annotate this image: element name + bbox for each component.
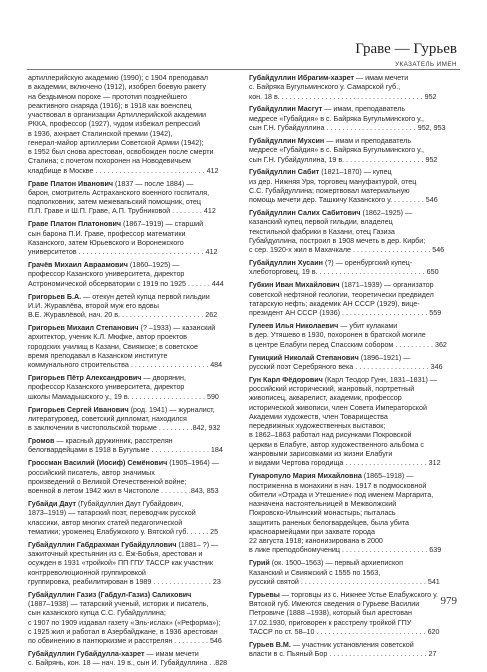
entry-term: Губайдуллин Газиз (Габдул-Газиз) Салихович (28, 590, 192, 599)
entry-line (28, 157, 244, 166)
entry-line (249, 472, 465, 481)
entry-term: Губкин Иван Михайлович (249, 281, 340, 290)
entry-line (28, 189, 244, 198)
entry-text: — отекун детей купца первой гильдии (81, 292, 210, 301)
entry-text: советской нефтяной геологии, теоретически предвидел (249, 290, 434, 299)
entry-line (28, 559, 244, 568)
entry-text: городских училищ в Казани, Свияжске; в советское (28, 342, 198, 351)
entry-line (249, 431, 465, 440)
entry-line (249, 385, 465, 394)
index-entry (28, 374, 244, 402)
entry-line (249, 394, 465, 403)
entry-text: сын барона П.И. Граве, профессор математики (28, 229, 186, 238)
entry-line (28, 437, 244, 446)
entry-line (28, 446, 244, 455)
entry-text: профессор Казанского университета, директор (28, 383, 185, 392)
entry-text: в заключении в чистопольской тюрьме . . . . . . . . .842, 932 (28, 424, 221, 433)
entry-line (249, 559, 465, 568)
entry-line (249, 268, 465, 277)
entry-line (28, 383, 244, 392)
entry-text: С.С. Губайдуллина; пожертвовал материальную (249, 186, 410, 195)
entry-text: медресе «Губайдия» в с. Байряка Бугульминского у., (249, 146, 425, 155)
entry-term: Гунаропуло Мария Михайловна (249, 472, 362, 481)
entry-line (28, 207, 244, 216)
entry-text: в центре Елабуги перед Спасским собором . . . . . . . . . . 362 (249, 340, 447, 349)
entry-text: (ок. 1500–1563) — первый архиепископ (269, 559, 404, 568)
entry-text: 1873–1919) — татарский поэт, переводчик русской (28, 509, 196, 518)
entry-text: Покровско-Ильинский монастырь; пыталась (249, 509, 396, 518)
entry-line (28, 550, 244, 559)
entry-term: Губайдуллин Губайдулла-хазрет (28, 650, 145, 659)
entry-text: участвовал в организации Артиллерийской академии (28, 111, 207, 120)
entry-line (28, 424, 244, 433)
entry-line (249, 376, 465, 385)
entry-text: с. Байряка Бугульминского у. Самарской губ., (249, 83, 401, 92)
entry-term: Гроссман Василий (Иосиф) Семёнович (28, 459, 168, 468)
left-column (28, 74, 244, 672)
entry-text: текстильной фабрики в Казани, отец Газиза (249, 227, 395, 236)
index-entry (28, 324, 244, 370)
entry-text: (1887–1938) — татарский ученый, историк и писатель, (28, 600, 209, 609)
entry-line (28, 609, 244, 618)
entry-term: Гурьев В.М. (249, 640, 291, 649)
entry-term: Губайдуллин Ибрагим-хазрет (249, 74, 354, 82)
entry-line (28, 650, 244, 659)
entry-text: российский исторический, жанровый, портретный (249, 385, 415, 394)
entry-line (249, 459, 465, 468)
entry-line (249, 537, 465, 546)
entry-text: русский святой . . . . . . . . . . . . . . . . . . . . . . . . . . . . . . . . 541 (249, 577, 440, 586)
entry-line (249, 519, 465, 528)
index-entry (249, 209, 465, 255)
entry-term: Гун Карл Фёдорович (249, 375, 323, 384)
entry-text: РККА, профессор (1927), чудом избежал репрессий (28, 120, 201, 129)
entry-line (249, 322, 465, 331)
entry-line (28, 487, 244, 496)
entry-term: Граве Платон Платонович (28, 220, 122, 229)
entry-text: контрреволюционной группировкой (28, 568, 146, 577)
entry-text: на бездымном порохе — прототип позднейшего (28, 92, 187, 101)
entry-text: (род. 1941) — журналист, (128, 405, 215, 414)
index-entry (28, 650, 244, 669)
index-entry (28, 541, 244, 587)
entry-text: жанровыми зарисовками из жизни Елабуги (249, 450, 393, 459)
entry-term: Грачёв Михаил Авраамович (28, 261, 128, 270)
entry-text: власти в с. Пьяный Бор . . . . . . . . . . . . . . . . . . . . . . . . . 27 (249, 650, 437, 659)
entry-line (28, 311, 244, 320)
entry-text: барон, смотритель Астраханского военного госпиталя, (28, 188, 210, 197)
entry-line (249, 450, 465, 459)
entry-text: классики, автор многих статей педагогической (28, 518, 183, 527)
entry-line (249, 291, 465, 300)
entry-line (249, 115, 465, 124)
entry-line (249, 168, 465, 177)
entry-line (249, 93, 465, 102)
entry-line (28, 74, 244, 83)
entry-line (28, 343, 244, 352)
index-entry (28, 261, 244, 289)
index-entry (249, 591, 465, 637)
entry-line (28, 509, 244, 518)
entry-text: время преподавал в Казанском институте (28, 351, 168, 360)
entry-line (249, 218, 465, 227)
index-entry (249, 472, 465, 555)
entry-text: сын Г.Н. Губайдуллина . . . . . . . . . . . . . . . . . . . . . . . 952, 953 (249, 124, 446, 133)
entry-text: осужден в 1931 «тройкой» ПП ГПУ ТАССР как участник (28, 559, 214, 568)
entry-line (28, 659, 244, 668)
entry-text: с 1907 по 1909 издавал газету «Эль-ислах» («Реформа»); (28, 618, 221, 627)
entry-line (249, 628, 465, 637)
entry-line (28, 569, 244, 578)
entry-line (249, 237, 465, 246)
index-entry (249, 376, 465, 469)
entry-text: в академии, включено (1912), изобрел боевую ракету (28, 83, 207, 92)
entry-text: П.П. Граве и Ш.П. Граве, А.П. Трубниковой . . . . . . . . 412 (28, 207, 216, 216)
entry-text: (1896–1921) — (358, 353, 411, 362)
entry-line (249, 482, 465, 491)
entry-line (28, 500, 244, 509)
entry-text: по обвинению в пантюркизме и расстрелян . . . . . . . . . 546 (28, 637, 222, 646)
index-entry (28, 459, 244, 496)
entry-line (28, 333, 244, 342)
entry-text: помощь мечети дер. Ташкичу Казанского у. . . . . . . . . 546 (249, 196, 438, 205)
entry-text: Астрономической обсерватории с 1919 по 1925 . . . . . . 444 (28, 279, 224, 288)
entry-line (249, 578, 465, 587)
entry-line (249, 509, 465, 518)
entry-text: Губайдуллина, построил в 1908 мечеть в дер. Кирби; (249, 237, 426, 245)
index-entry (249, 354, 465, 373)
entry-line (28, 280, 244, 289)
entry-line (28, 293, 244, 302)
running-head-subtitle: УКАЗАТЕЛЬ ИМЕН (395, 61, 457, 68)
entry-text: русский поэт Серебряного века . . . . . . . . . . . . . . . . . . . 346 (249, 362, 443, 371)
index-entry (28, 591, 244, 647)
entry-line (28, 139, 244, 148)
index-entry (28, 437, 244, 456)
entry-text: школы Мамадышского у., 19 в. . . . . . . . . . . . . . . . . . . . 590 (28, 392, 219, 401)
entry-text: с. Байрянь, кон. 18 — нач. 19 в., сын И. Губайдуллина . .828 (28, 659, 228, 668)
entry-term: Граве Платон Иванович (28, 179, 114, 188)
entry-text: артиллерийскую академию (1990); с 1904 преподавал (28, 74, 209, 82)
entry-text: в дер. Утяшево в 1930, похоронен в братской могиле (249, 331, 426, 340)
entry-text: из дер. Нижняя Уря, торговец мануфактурой, отец (249, 177, 417, 186)
entry-line (28, 459, 244, 468)
entry-text: (1837 — после 1884) — (113, 179, 194, 188)
entry-term: Губайдуллин Салих Сабитович (249, 209, 361, 218)
page-number: 979 (440, 595, 457, 607)
index-entry (249, 168, 465, 205)
running-head-title: Граве — Гурьев (355, 41, 457, 57)
entry-text: передвижных художественных выставок; (249, 422, 386, 431)
entry-term: Губайдуллин Сабит (249, 168, 320, 177)
index-entry (28, 74, 244, 176)
entry-text: (1865–1918) — (361, 472, 414, 481)
entry-line (249, 331, 465, 340)
entry-line (249, 609, 465, 618)
entry-text: хлеботорговец, 19 в. . . . . . . . . . . . . . . . . . . . . . . . . . . . 650 (249, 268, 439, 277)
entry-text: 17.02.1930, приговорен к расстрелу тройкой ГПУ (249, 618, 412, 627)
entry-text: Академии художеств, член Товарищества (249, 412, 388, 421)
entry-line (249, 196, 465, 205)
entry-text: сын Г.Н. Губайдуллина, 19 в. . . . . . . . . . . . . . . . . . . . . 952 (249, 155, 438, 164)
entry-line (249, 156, 465, 165)
index-entry (249, 281, 465, 318)
entry-line (28, 230, 244, 239)
entry-line (249, 209, 465, 218)
entry-text: профессор Казанского университета, директор (28, 270, 185, 279)
entry-line (249, 74, 465, 83)
entry-term: Григорьев Сергей Иванович (28, 405, 129, 414)
entry-text: и видами Чертова городища . . . . . . . . . . . . . . . . . . . . . 312 (249, 459, 441, 468)
entry-text: назначена настоятельницей в Межволжский (249, 500, 397, 509)
entry-text: (Карл Теодор Гунн, 1831–1831) — (322, 375, 438, 384)
entry-text: — участник установления советской (290, 640, 414, 649)
entry-text: белогвардейцами в 1918 в Бугульме . . . . . . . . . . . . . . . 184 (28, 446, 223, 455)
entry-term: Григорьев Михаил Степанович (28, 324, 139, 333)
entry-line (249, 569, 465, 578)
entry-text: — убит кулаками (338, 322, 398, 331)
entry-term: Гурий (249, 559, 270, 568)
entry-line (28, 302, 244, 311)
entry-text: Казанский и Свияжский с 1555 по 1563, (249, 568, 381, 577)
entry-term: Губайди Даут (28, 500, 77, 509)
entry-text: с 1925 жил и работал в Азербайджане, в 1936 арестован (28, 627, 218, 636)
entry-term: Громов (28, 437, 55, 446)
entry-text: сын казанского купца С.С. Губайдуллина; (28, 609, 166, 618)
entry-line (249, 500, 465, 509)
entry-text: — красный дружинник, расстрелян (54, 437, 173, 446)
entry-line (249, 422, 465, 431)
entry-term: Губайдуллин Габдрахман Губайдуллович (28, 540, 177, 549)
index-entry (28, 500, 244, 537)
entry-term: Гуницкий Николай Степанович (249, 353, 359, 362)
entry-text: — имам мечети (144, 650, 199, 659)
entry-text: тематики; уроженец Елабужского у. Вятской губ. . . . . . 25 (28, 527, 219, 536)
entry-text: — имам мечети (354, 74, 409, 82)
entry-line (28, 180, 244, 189)
entry-line (249, 146, 465, 155)
entry-line (249, 491, 465, 500)
entry-text: университетов . . . . . . . . . . . . . . . . . . . . . . . . . . . . . . . . 412 (28, 248, 218, 257)
entry-text: литературовед, советский дипломат, находился (28, 414, 187, 423)
entry-text: Сталина; с почетом похоронен на Новодевичьем (28, 157, 191, 166)
entry-text: — имам, преподаватель (322, 105, 406, 114)
entry-line (28, 361, 244, 370)
index-entry (28, 293, 244, 321)
entry-line (249, 591, 465, 600)
entry-line (249, 641, 465, 650)
entry-line (249, 187, 465, 196)
entry-term: Григорьев Б.А. (28, 292, 82, 301)
entry-text: (1860–1925) — (127, 261, 180, 270)
entry-text: (1871–1939) — организатор (339, 281, 434, 290)
entry-line (249, 281, 465, 290)
entry-text: — имам и преподаватель (324, 136, 412, 145)
entry-text: кладбище в Москве . . . . . . . . . . . . . . . . . . . . . . . . . . . . 412 (28, 166, 219, 175)
entry-line (28, 374, 244, 383)
entry-text: В.Е. Журавлёвой, нач. 20 в. . . . . . . . . . . . . . . . . . . . . . 262 (28, 311, 218, 320)
entry-text: кон. 18 в. . . . . . . . . . . . . . . . . . . . . . . . . . . . . . . . . . . . . 952 (249, 92, 437, 101)
entry-text: в лике преподобномучениц . . . . . . . . . . . . . . . . . . . . . . 639 (249, 546, 442, 555)
entry-text: исторической живописи, член Совета Императорской (249, 403, 427, 412)
entry-text: Петровиче (1888 –1938), который был арестован (249, 609, 412, 618)
entry-line (249, 650, 465, 659)
entry-line (28, 111, 244, 120)
entry-line (28, 270, 244, 279)
entry-line (249, 259, 465, 268)
entry-text: с сер. 1920-х жил в Махачкале . . . . . . . . . . . . . . . . . . . . 546 (249, 246, 445, 255)
entry-text: Казанского, затем Юрьевского и Воронежского (28, 238, 184, 247)
entry-line (249, 600, 465, 609)
entry-line (249, 83, 465, 92)
entry-line (28, 415, 244, 424)
entry-line (28, 406, 244, 415)
entry-line (28, 261, 244, 270)
entry-text: произведений о Великой Отечественной войне; (28, 477, 187, 486)
index-entry (249, 74, 465, 102)
index-entry (249, 641, 465, 660)
entry-text: (1867–1919) — старший (121, 220, 204, 229)
entry-line (28, 239, 244, 248)
entry-line (28, 248, 244, 257)
entry-text: реактивного снаряда (1916); в 1918 как военспец (28, 101, 192, 110)
header-rule (27, 69, 460, 70)
entry-line (28, 167, 244, 176)
page-header (0, 36, 487, 66)
entry-line (249, 363, 465, 372)
entry-line (249, 124, 465, 133)
entry-text: генерал-майор артиллерии Советской Армии (1942); (28, 138, 204, 147)
entry-text: подполковник, затем межевапьский помощник, отец (28, 198, 201, 207)
entry-text: российский писатель, автор значимых (28, 468, 155, 477)
entry-term: Губайдуллин Масгут (249, 105, 323, 114)
entry-line (249, 137, 465, 146)
entry-line (28, 393, 244, 402)
entry-line (28, 352, 244, 361)
entry-text: — торговцы из с. Нижнее Устье Елабужского у. (279, 590, 438, 599)
entry-term: Григорьев Пётр Александрович (28, 374, 142, 383)
index-entry (249, 322, 465, 350)
entry-term: Гурьевы (249, 590, 280, 599)
entry-text: в 1936, ахнрает Сталинской премии (1942), (28, 129, 173, 138)
entry-line (249, 546, 465, 555)
entry-line (249, 178, 465, 187)
entry-line (28, 83, 244, 92)
entry-line (28, 519, 244, 528)
index-entry (28, 220, 244, 257)
entry-line (28, 198, 244, 207)
entry-text: в 1952 был снова арестован, освобожден после смерти (28, 148, 214, 157)
entry-term: Гулеев Илья Николаевич (249, 322, 339, 331)
entry-term: Губайдуллин Хусаин (249, 259, 323, 268)
index-entry (28, 406, 244, 434)
entry-line (28, 591, 244, 600)
entry-text: медресе «Губайдия» в с. Байряка Бугульминского у., (249, 114, 425, 123)
entry-text: в 1862–1863 работал над рисунками Покровской (249, 431, 412, 440)
entry-text: архитектор, ученик К.Л. Мюфке, автор проектов (28, 333, 187, 342)
entry-line (249, 300, 465, 309)
entry-line (28, 478, 244, 487)
entry-text: (?) — оренбургский купец- (322, 259, 413, 268)
entry-text: (1905–1964) — (167, 459, 219, 468)
entry-line (249, 341, 465, 350)
entry-line (28, 541, 244, 550)
entry-line (249, 354, 465, 363)
index-entry (249, 105, 465, 133)
entry-text: Вятской губ. Имеются сведения о Гурьеве Василии (249, 600, 420, 609)
entry-text: президент АН СССР (1936) . . . . . . . . . . . . . . . . . . . . . . 559 (249, 309, 442, 318)
right-column (249, 74, 465, 663)
entry-text: живописец, акварелист, академик, профессор (249, 394, 402, 403)
entry-line (28, 148, 244, 157)
entry-line (249, 309, 465, 318)
entry-line (249, 619, 465, 628)
entry-text: защитить раненых белогвардейцев, была убита (249, 518, 409, 527)
entry-text: (? –1933) — казанский (138, 324, 216, 333)
entry-text: казанский купец первой гильдии, владелец (249, 218, 393, 227)
entry-line (28, 637, 244, 646)
entry-text: группировка, реабилитирован в 1989 . . . . . . . . . . . . . . . 23 (28, 577, 221, 586)
entry-text: (1881– ?) — (176, 540, 219, 549)
entry-text: зажиточный крестьянин из с. Ёж-Бобья, арестован и (28, 550, 203, 559)
entry-line (28, 220, 244, 229)
entry-text: ТАССР по ст. 58–10 . . . . . . . . . . . . . . . . . . . . . . . . . . . . 620 (249, 627, 440, 636)
entry-line (249, 228, 465, 237)
entry-text: военной в летом 1942 жил в Чистополе . . . . . . . .843, 853 (28, 487, 219, 496)
entry-text: (1821–1870) — купец (319, 168, 392, 177)
entry-term: Губайдуллин Мухсин (249, 136, 325, 145)
entry-text: татарскую нефть; академик АН СССР (1929), вице- (249, 299, 420, 308)
entry-line (28, 619, 244, 628)
entry-text: (Губайдуллин Даут Губайдович, (76, 500, 184, 509)
entry-line (28, 120, 244, 129)
entry-text: церкви в Елабуге, автор художественного альбома с (249, 440, 424, 449)
entry-line (28, 324, 244, 333)
entry-line (28, 102, 244, 111)
entry-line (28, 93, 244, 102)
entry-line (28, 469, 244, 478)
index-entry (249, 559, 465, 587)
entry-line (28, 628, 244, 637)
entry-line (249, 441, 465, 450)
entry-text: коммунального строительства . . . . . . . . . . . . . . . . . . . . 484 (28, 361, 223, 370)
entry-line (28, 528, 244, 537)
index-entry (28, 180, 244, 217)
entry-line (249, 105, 465, 114)
index-entry (249, 259, 465, 278)
entry-line (249, 528, 465, 537)
entry-text: — дворянин, (141, 374, 186, 383)
entry-line (28, 578, 244, 587)
entry-text: обители «Отрада и Утешение» под именем Маргарита, (249, 490, 434, 499)
entry-text: 22 августа 1918; канонизирована в 2000 (249, 537, 383, 546)
entry-line (249, 246, 465, 255)
index-entry (249, 137, 465, 165)
entry-line (249, 404, 465, 413)
entry-text: красноармейцами при захвате города (249, 527, 375, 536)
entry-text: (1862–1925) — (360, 209, 413, 218)
entry-line (28, 600, 244, 609)
entry-line (28, 130, 244, 139)
entry-line (249, 413, 465, 422)
entry-text: И.И. Журавлёва, второй муж его вдовы (28, 301, 159, 310)
entry-text: постриженна в монахини в нач. 1917 в подмосковной (249, 481, 427, 490)
